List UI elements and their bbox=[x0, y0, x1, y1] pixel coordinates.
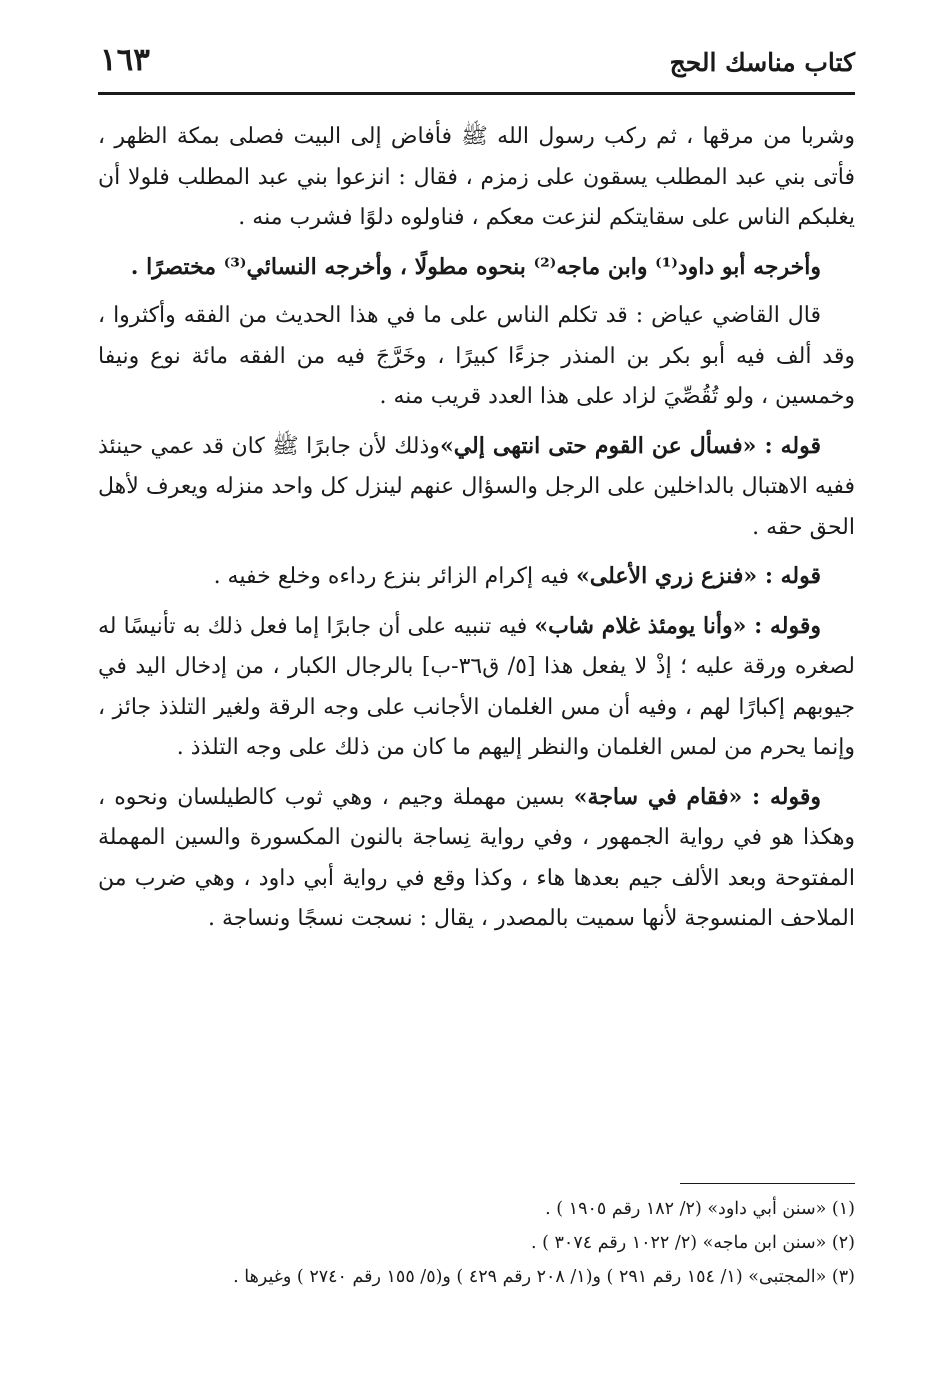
paragraph-lead: وقوله : bbox=[742, 783, 821, 810]
paragraph-text: وذلك لأن جابرًا ﷺ كان قد عمي حينئذ ففيه الاهتبال بالداخلين على الرجل والسؤال عنهم لينزل كل واحد منزله ويعرف لأهل الحق حقه . bbox=[98, 433, 855, 540]
footnote-2: (٢) «سنن ابن ماجه» (٢/ ١٠٢٢ رقم ٣٠٧٤ ) . bbox=[531, 1233, 855, 1253]
paragraph-lead: قوله : bbox=[756, 432, 821, 459]
paragraph-commentary-4 bbox=[98, 777, 855, 940]
page-number: ١٦٣ bbox=[100, 42, 150, 78]
paragraph-lead: قوله : bbox=[757, 563, 821, 589]
paragraph-bold: وأخرجه أبو داود⁽¹⁾ وابن ماجه⁽²⁾ بنحوه مطولًا ، وأخرجه النسائي⁽³⁾ مختصرًا . bbox=[130, 253, 821, 280]
paragraph-hadith-ending bbox=[98, 117, 855, 239]
footnote-divider bbox=[680, 1183, 855, 1184]
paragraph-text: فيه تنبيه على أن جابرًا إما فعل ذلك به تأنيسًا له لصغره ورقة عليه ؛ إذْ لا يفعل هذا [٥/ ق٣٦-ب] بالرجال الكبار ، من إدخال اليد في جيوبهم إكبارًا لهم ، وفيه أن مس الغلمان الأجانب على وجه الرقة ولغير التلذذ جائز ، وإنما يحرم من لمس الغلمان والنظر إليهم ما كان من ذلك على وجه التلذذ . bbox=[98, 613, 855, 760]
main-text bbox=[98, 117, 855, 940]
paragraph-quote: «فقام في ساجة» bbox=[573, 783, 743, 810]
paragraph-qadi-iyad bbox=[98, 296, 855, 418]
footnote-1: (١) «سنن أبي داود» (٢/ ١٨٢ رقم ١٩٠٥ ) . bbox=[545, 1199, 855, 1219]
paragraph-lead: وقوله : bbox=[746, 612, 821, 639]
paragraph-quote: «فنزع زري الأعلى» bbox=[576, 563, 758, 589]
paragraph-text: وشربا من مرقها ، ثم ركب رسول الله ﷺ فأفاض إلى البيت فصلى بمكة الظهر ، فأتى بني عبد المطلب يسقون على زمزم ، فقال : انزعوا بني عبد المطلب فلولا أن يغلبكم الناس على سقايتكم لنزعت معكم ، فناولوه دلوًا فشرب منه . bbox=[98, 124, 855, 230]
paragraph-quote: «فسأل عن القوم حتى انتهى إلي» bbox=[439, 432, 757, 459]
paragraph-text: فيه إكرام الزائر بنزع رداءه وخلع خفيه . bbox=[213, 564, 577, 589]
paragraph-takhrij bbox=[98, 247, 855, 289]
paragraph-text: قال القاضي عياض : قد تكلم الناس على ما في هذا الحديث من الفقه وأكثروا ، وقد ألف فيه أبو بكر بن المنذر جزءًا كبيرًا ، وخَرَّجَ فيه من الفقه مائة نوع ونيفا وخمسين ، ولو تُقُصِّيَ لزاد على هذا العدد قريب منه . bbox=[98, 303, 855, 409]
footnotes bbox=[98, 1192, 855, 1294]
header-divider bbox=[98, 92, 855, 95]
footnote-3: (٣) «المجتبى» (١/ ١٥٤ رقم ٢٩١ ) و(١/ ٢٠٨ رقم ٤٢٩ ) و(٥/ ١٥٥ رقم ٢٧٤٠ ) وغيرها . bbox=[233, 1267, 855, 1287]
paragraph-quote: «وأنا يومئذ غلام شاب» bbox=[534, 612, 747, 639]
paragraph-commentary-3 bbox=[98, 606, 855, 769]
paragraph-text: بسين مهملة وجيم ، وهي ثوب كالطيلسان ونحوه ، وهكذا هو في رواية الجمهور ، وفي رواية نِساجة بالنون المكسورة والسين المهملة المفتوحة وبعد الألف جيم بعدها هاء ، وكذا وقع في رواية أبي داود ، وهي ضرب من الملاحف المنسوجة لأنها سميت بالمصدر ، يقال : نسجت نسجًا ونساجة . bbox=[98, 784, 855, 931]
paragraph-commentary-2 bbox=[98, 556, 855, 598]
paragraph-commentary-1 bbox=[98, 426, 855, 549]
page-header bbox=[100, 40, 855, 90]
running-title: كتاب مناسك الحج bbox=[669, 48, 855, 77]
